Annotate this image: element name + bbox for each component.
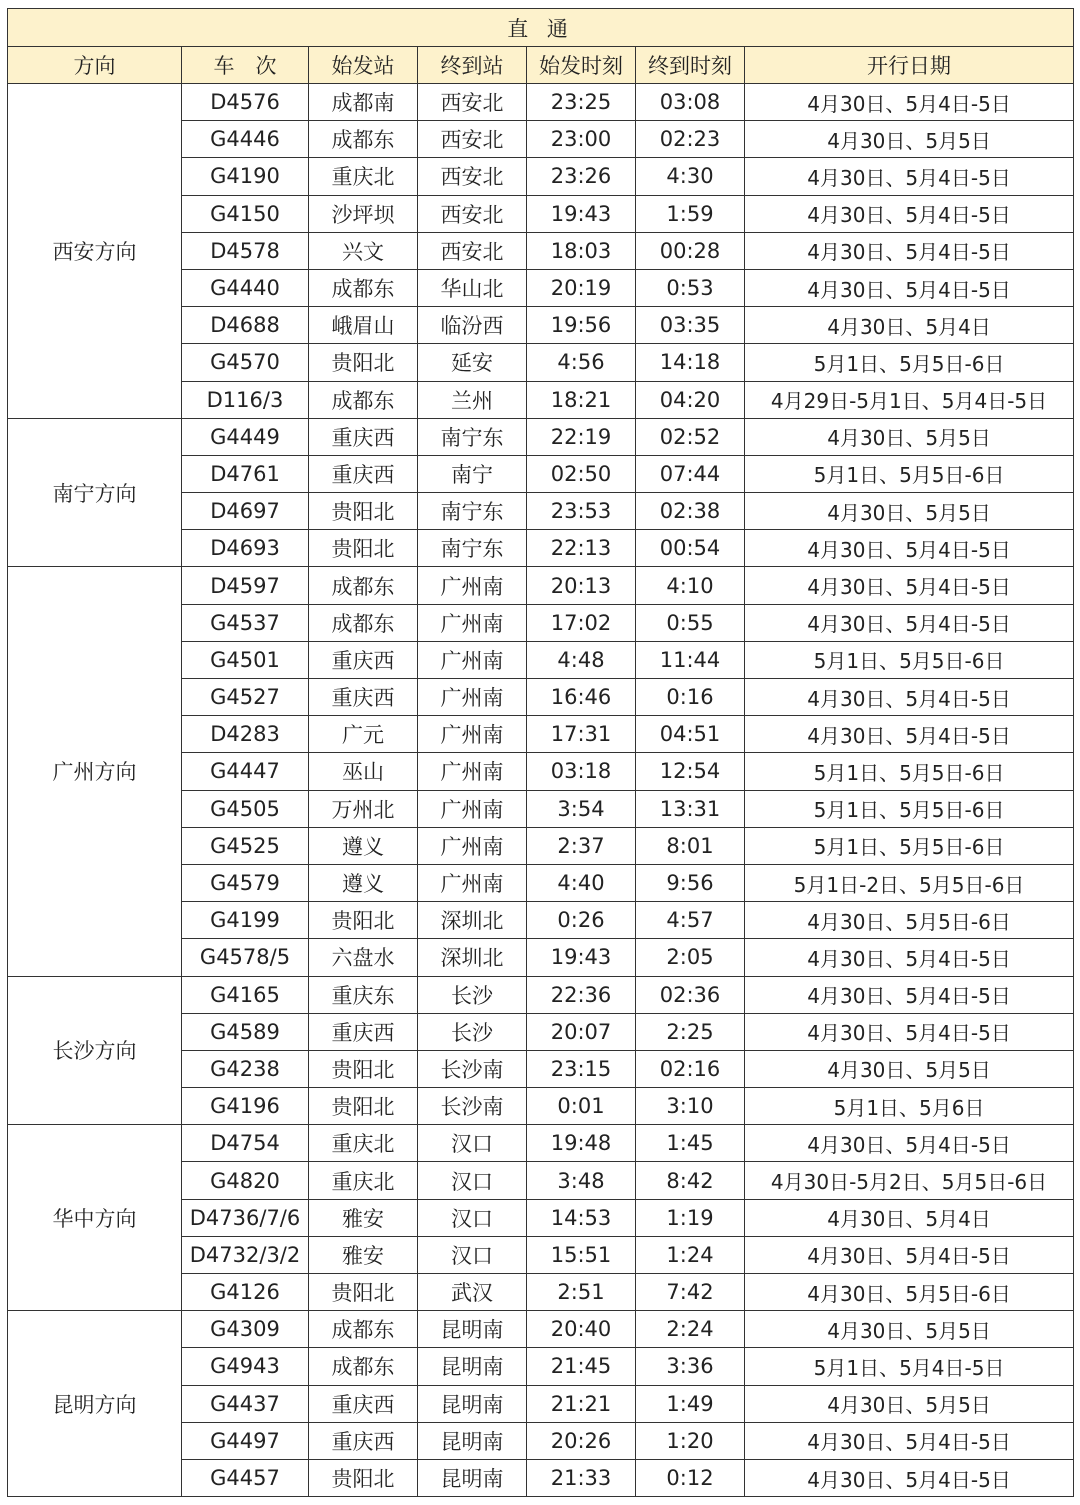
arrival-time-cell: 03:08 <box>636 84 745 121</box>
terminal-station-cell: 长沙南 <box>418 1088 527 1125</box>
departure-time-cell: 20:07 <box>527 1013 636 1050</box>
table-row <box>8 418 1074 455</box>
terminal-station-cell: 西安北 <box>418 195 527 232</box>
departure-time-cell: 22:36 <box>527 976 636 1013</box>
origin-station-cell: 贵阳北 <box>309 1050 418 1087</box>
departure-time-cell: 2:51 <box>527 1274 636 1311</box>
train-number-cell: G4505 <box>182 790 309 827</box>
train-number-cell: G4447 <box>182 753 309 790</box>
origin-station-cell: 贵阳北 <box>309 493 418 530</box>
origin-station-cell: 贵阳北 <box>309 1459 418 1496</box>
arrival-time-cell: 04:20 <box>636 381 745 418</box>
train-number-cell: D4576 <box>182 84 309 121</box>
operating-dates-cell: 4月30日、5月4日-5日 <box>745 679 1074 716</box>
operating-dates-cell: 5月1日、5月5日-6日 <box>745 344 1074 381</box>
table-title-row <box>8 9 1074 47</box>
arrival-time-cell: 7:42 <box>636 1274 745 1311</box>
terminal-station-cell: 汉口 <box>418 1236 527 1273</box>
operating-dates-cell: 4月30日、5月5日 <box>745 1050 1074 1087</box>
terminal-station-cell: 广州南 <box>418 679 527 716</box>
departure-time-cell: 3:54 <box>527 790 636 827</box>
operating-dates-cell: 4月30日、5月4日-5日 <box>745 1422 1074 1459</box>
arrival-time-cell: 14:18 <box>636 344 745 381</box>
origin-station-cell: 兴文 <box>309 232 418 269</box>
departure-time-cell: 0:01 <box>527 1088 636 1125</box>
arrival-time-cell: 02:36 <box>636 976 745 1013</box>
departure-time-cell: 18:03 <box>527 232 636 269</box>
departure-time-cell: 19:48 <box>527 1125 636 1162</box>
terminal-station-cell: 汉口 <box>418 1162 527 1199</box>
arrival-time-cell: 03:35 <box>636 307 745 344</box>
departure-time-cell: 17:02 <box>527 604 636 641</box>
arrival-time-cell: 07:44 <box>636 455 745 492</box>
departure-time-cell: 14:53 <box>527 1199 636 1236</box>
arrival-time-cell: 8:01 <box>636 827 745 864</box>
departure-time-cell: 23:53 <box>527 493 636 530</box>
train-number-cell: G4820 <box>182 1162 309 1199</box>
train-number-cell: G4570 <box>182 344 309 381</box>
origin-station-cell: 贵阳北 <box>309 1274 418 1311</box>
origin-station-cell: 遵义 <box>309 864 418 901</box>
operating-dates-cell: 4月30日、5月4日-5日 <box>745 1125 1074 1162</box>
operating-dates-cell: 4月30日、5月5日-6日 <box>745 1274 1074 1311</box>
arrival-time-cell: 4:10 <box>636 567 745 604</box>
train-number-cell: D4283 <box>182 716 309 753</box>
terminal-station-cell: 武汉 <box>418 1274 527 1311</box>
origin-station-cell: 成都东 <box>309 381 418 418</box>
train-number-cell: G4190 <box>182 158 309 195</box>
table-row <box>8 84 1074 121</box>
train-number-cell: G4589 <box>182 1013 309 1050</box>
train-number-cell: D4697 <box>182 493 309 530</box>
departure-time-cell: 0:26 <box>527 902 636 939</box>
header-arrival-time: 终到时刻 <box>636 47 745 84</box>
operating-dates-cell: 4月30日、5月4日-5日 <box>745 716 1074 753</box>
terminal-station-cell: 汉口 <box>418 1125 527 1162</box>
origin-station-cell: 成都南 <box>309 84 418 121</box>
origin-station-cell: 六盘水 <box>309 939 418 976</box>
operating-dates-cell: 4月30日、5月4日-5日 <box>745 1236 1074 1273</box>
departure-time-cell: 20:26 <box>527 1422 636 1459</box>
arrival-time-cell: 0:16 <box>636 679 745 716</box>
departure-time-cell: 2:37 <box>527 827 636 864</box>
arrival-time-cell: 0:12 <box>636 1459 745 1496</box>
origin-station-cell: 成都东 <box>309 1348 418 1385</box>
train-number-cell: G4537 <box>182 604 309 641</box>
operating-dates-cell: 4月30日、5月4日 <box>745 1199 1074 1236</box>
operating-dates-cell: 4月30日、5月4日-5日 <box>745 232 1074 269</box>
train-number-cell: G4309 <box>182 1311 309 1348</box>
train-number-cell: G4446 <box>182 121 309 158</box>
operating-dates-cell: 4月30日-5月2日、5月5日-6日 <box>745 1162 1074 1199</box>
origin-station-cell: 万州北 <box>309 790 418 827</box>
terminal-station-cell: 南宁 <box>418 455 527 492</box>
operating-dates-cell: 5月1日-2日、5月5日-6日 <box>745 864 1074 901</box>
arrival-time-cell: 4:57 <box>636 902 745 939</box>
origin-station-cell: 重庆东 <box>309 976 418 1013</box>
train-number-cell: D4761 <box>182 455 309 492</box>
arrival-time-cell: 02:16 <box>636 1050 745 1087</box>
arrival-time-cell: 11:44 <box>636 641 745 678</box>
train-number-cell: G4497 <box>182 1422 309 1459</box>
train-number-cell: G4196 <box>182 1088 309 1125</box>
terminal-station-cell: 广州南 <box>418 790 527 827</box>
departure-time-cell: 21:45 <box>527 1348 636 1385</box>
arrival-time-cell: 9:56 <box>636 864 745 901</box>
train-number-cell: D4688 <box>182 307 309 344</box>
terminal-station-cell: 昆明南 <box>418 1385 527 1422</box>
arrival-time-cell: 1:24 <box>636 1236 745 1273</box>
table-row <box>8 567 1074 604</box>
train-number-cell: G4457 <box>182 1459 309 1496</box>
header-origin-station: 始发站 <box>309 47 418 84</box>
departure-time-cell: 23:00 <box>527 121 636 158</box>
arrival-time-cell: 02:23 <box>636 121 745 158</box>
table-body <box>8 84 1074 1497</box>
departure-time-cell: 22:13 <box>527 530 636 567</box>
terminal-station-cell: 西安北 <box>418 84 527 121</box>
arrival-time-cell: 1:20 <box>636 1422 745 1459</box>
arrival-time-cell: 1:45 <box>636 1125 745 1162</box>
terminal-station-cell: 广州南 <box>418 641 527 678</box>
origin-station-cell: 重庆北 <box>309 158 418 195</box>
terminal-station-cell: 广州南 <box>418 753 527 790</box>
departure-time-cell: 03:18 <box>527 753 636 790</box>
operating-dates-cell: 4月30日、5月5日 <box>745 418 1074 455</box>
operating-dates-cell: 4月30日、5月4日-5日 <box>745 1459 1074 1496</box>
departure-time-cell: 19:43 <box>527 195 636 232</box>
departure-time-cell: 3:48 <box>527 1162 636 1199</box>
table-row <box>8 1125 1074 1162</box>
departure-time-cell: 17:31 <box>527 716 636 753</box>
origin-station-cell: 成都东 <box>309 567 418 604</box>
direction-cell: 长沙方向 <box>8 976 182 1125</box>
operating-dates-cell: 4月30日、5月4日-5日 <box>745 195 1074 232</box>
terminal-station-cell: 广州南 <box>418 864 527 901</box>
operating-dates-cell: 4月30日、5月4日-5日 <box>745 530 1074 567</box>
departure-time-cell: 23:15 <box>527 1050 636 1087</box>
train-number-cell: G4150 <box>182 195 309 232</box>
origin-station-cell: 贵阳北 <box>309 530 418 567</box>
departure-time-cell: 20:40 <box>527 1311 636 1348</box>
arrival-time-cell: 2:05 <box>636 939 745 976</box>
origin-station-cell: 重庆西 <box>309 1013 418 1050</box>
origin-station-cell: 成都东 <box>309 269 418 306</box>
departure-time-cell: 16:46 <box>527 679 636 716</box>
departure-time-cell: 21:21 <box>527 1385 636 1422</box>
terminal-station-cell: 长沙南 <box>418 1050 527 1087</box>
direction-cell: 广州方向 <box>8 567 182 976</box>
terminal-station-cell: 延安 <box>418 344 527 381</box>
train-number-cell: D4754 <box>182 1125 309 1162</box>
operating-dates-cell: 5月1日、5月5日-6日 <box>745 641 1074 678</box>
origin-station-cell: 重庆北 <box>309 1162 418 1199</box>
terminal-station-cell: 兰州 <box>418 381 527 418</box>
table-title: 直 通 <box>8 9 1074 47</box>
arrival-time-cell: 12:54 <box>636 753 745 790</box>
schedule-container <box>7 8 1073 1497</box>
train-number-cell: G4501 <box>182 641 309 678</box>
operating-dates-cell: 4月30日、5月4日-5日 <box>745 939 1074 976</box>
origin-station-cell: 重庆北 <box>309 1125 418 1162</box>
header-terminal-station: 终到站 <box>418 47 527 84</box>
train-number-cell: G4579 <box>182 864 309 901</box>
operating-dates-cell: 5月1日、5月4日-5日 <box>745 1348 1074 1385</box>
origin-station-cell: 峨眉山 <box>309 307 418 344</box>
origin-station-cell: 成都东 <box>309 121 418 158</box>
arrival-time-cell: 0:55 <box>636 604 745 641</box>
operating-dates-cell: 5月1日、5月6日 <box>745 1088 1074 1125</box>
train-number-cell: G4440 <box>182 269 309 306</box>
terminal-station-cell: 西安北 <box>418 232 527 269</box>
terminal-station-cell: 西安北 <box>418 158 527 195</box>
terminal-station-cell: 临汾西 <box>418 307 527 344</box>
operating-dates-cell: 5月1日、5月5日-6日 <box>745 790 1074 827</box>
terminal-station-cell: 昆明南 <box>418 1348 527 1385</box>
arrival-time-cell: 1:19 <box>636 1199 745 1236</box>
train-number-cell: G4199 <box>182 902 309 939</box>
train-number-cell: G4527 <box>182 679 309 716</box>
terminal-station-cell: 昆明南 <box>418 1311 527 1348</box>
train-number-cell: G4525 <box>182 827 309 864</box>
operating-dates-cell: 4月30日、5月4日-5日 <box>745 269 1074 306</box>
operating-dates-cell: 4月30日、5月5日 <box>745 121 1074 158</box>
direction-cell: 昆明方向 <box>8 1311 182 1497</box>
origin-station-cell: 贵阳北 <box>309 1088 418 1125</box>
terminal-station-cell: 南宁东 <box>418 530 527 567</box>
train-number-cell: D4732/3/2 <box>182 1236 309 1273</box>
direction-cell: 华中方向 <box>8 1125 182 1311</box>
operating-dates-cell: 4月30日、5月5日 <box>745 1311 1074 1348</box>
arrival-time-cell: 1:59 <box>636 195 745 232</box>
origin-station-cell: 雅安 <box>309 1199 418 1236</box>
departure-time-cell: 19:43 <box>527 939 636 976</box>
arrival-time-cell: 0:53 <box>636 269 745 306</box>
origin-station-cell: 成都东 <box>309 604 418 641</box>
table-header-row <box>8 47 1074 84</box>
terminal-station-cell: 南宁东 <box>418 418 527 455</box>
direction-cell: 南宁方向 <box>8 418 182 567</box>
operating-dates-cell: 4月30日、5月4日-5日 <box>745 976 1074 1013</box>
train-number-cell: G4126 <box>182 1274 309 1311</box>
arrival-time-cell: 00:54 <box>636 530 745 567</box>
terminal-station-cell: 广州南 <box>418 567 527 604</box>
terminal-station-cell: 长沙 <box>418 976 527 1013</box>
terminal-station-cell: 广州南 <box>418 604 527 641</box>
arrival-time-cell: 3:10 <box>636 1088 745 1125</box>
terminal-station-cell: 昆明南 <box>418 1422 527 1459</box>
header-operating-dates: 开行日期 <box>745 47 1074 84</box>
operating-dates-cell: 4月29日-5月1日、5月4日-5日 <box>745 381 1074 418</box>
arrival-time-cell: 13:31 <box>636 790 745 827</box>
departure-time-cell: 15:51 <box>527 1236 636 1273</box>
table-row <box>8 976 1074 1013</box>
header-direction: 方向 <box>8 47 182 84</box>
train-number-cell: G4165 <box>182 976 309 1013</box>
terminal-station-cell: 广州南 <box>418 827 527 864</box>
arrival-time-cell: 02:52 <box>636 418 745 455</box>
operating-dates-cell: 4月30日、5月4日 <box>745 307 1074 344</box>
train-number-cell: D116/3 <box>182 381 309 418</box>
arrival-time-cell: 2:25 <box>636 1013 745 1050</box>
arrival-time-cell: 00:28 <box>636 232 745 269</box>
operating-dates-cell: 4月30日、5月4日-5日 <box>745 1013 1074 1050</box>
origin-station-cell: 重庆西 <box>309 641 418 678</box>
train-number-cell: D4597 <box>182 567 309 604</box>
origin-station-cell: 遵义 <box>309 827 418 864</box>
direction-cell: 西安方向 <box>8 84 182 419</box>
operating-dates-cell: 4月30日、5月4日-5日 <box>745 604 1074 641</box>
operating-dates-cell: 4月30日、5月4日-5日 <box>745 158 1074 195</box>
departure-time-cell: 02:50 <box>527 455 636 492</box>
origin-station-cell: 重庆西 <box>309 679 418 716</box>
train-number-cell: G4238 <box>182 1050 309 1087</box>
departure-time-cell: 4:56 <box>527 344 636 381</box>
train-number-cell: D4578 <box>182 232 309 269</box>
header-departure-time: 始发时刻 <box>527 47 636 84</box>
arrival-time-cell: 4:30 <box>636 158 745 195</box>
arrival-time-cell: 02:38 <box>636 493 745 530</box>
departure-time-cell: 23:26 <box>527 158 636 195</box>
origin-station-cell: 重庆西 <box>309 455 418 492</box>
origin-station-cell: 贵阳北 <box>309 902 418 939</box>
arrival-time-cell: 1:49 <box>636 1385 745 1422</box>
operating-dates-cell: 4月30日、5月5日-6日 <box>745 902 1074 939</box>
train-schedule-table <box>7 8 1074 1497</box>
origin-station-cell: 重庆西 <box>309 418 418 455</box>
arrival-time-cell: 2:24 <box>636 1311 745 1348</box>
train-number-cell: D4693 <box>182 530 309 567</box>
train-number-cell: G4449 <box>182 418 309 455</box>
operating-dates-cell: 4月30日、5月4日-5日 <box>745 84 1074 121</box>
terminal-station-cell: 汉口 <box>418 1199 527 1236</box>
origin-station-cell: 重庆西 <box>309 1422 418 1459</box>
terminal-station-cell: 长沙 <box>418 1013 527 1050</box>
operating-dates-cell: 4月30日、5月4日-5日 <box>745 567 1074 604</box>
origin-station-cell: 贵阳北 <box>309 344 418 381</box>
origin-station-cell: 重庆西 <box>309 1385 418 1422</box>
origin-station-cell: 广元 <box>309 716 418 753</box>
arrival-time-cell: 8:42 <box>636 1162 745 1199</box>
departure-time-cell: 23:25 <box>527 84 636 121</box>
origin-station-cell: 成都东 <box>309 1311 418 1348</box>
origin-station-cell: 雅安 <box>309 1236 418 1273</box>
table-row <box>8 1311 1074 1348</box>
departure-time-cell: 20:13 <box>527 567 636 604</box>
train-number-cell: D4736/7/6 <box>182 1199 309 1236</box>
operating-dates-cell: 5月1日、5月5日-6日 <box>745 827 1074 864</box>
train-number-cell: G4437 <box>182 1385 309 1422</box>
terminal-station-cell: 华山北 <box>418 269 527 306</box>
terminal-station-cell: 广州南 <box>418 716 527 753</box>
header-train-number: 车 次 <box>182 47 309 84</box>
arrival-time-cell: 3:36 <box>636 1348 745 1385</box>
operating-dates-cell: 4月30日、5月5日 <box>745 1385 1074 1422</box>
train-number-cell: G4578/5 <box>182 939 309 976</box>
departure-time-cell: 22:19 <box>527 418 636 455</box>
departure-time-cell: 21:33 <box>527 1459 636 1496</box>
departure-time-cell: 20:19 <box>527 269 636 306</box>
operating-dates-cell: 5月1日、5月5日-6日 <box>745 455 1074 492</box>
terminal-station-cell: 深圳北 <box>418 902 527 939</box>
origin-station-cell: 沙坪坝 <box>309 195 418 232</box>
train-number-cell: G4943 <box>182 1348 309 1385</box>
terminal-station-cell: 昆明南 <box>418 1459 527 1496</box>
terminal-station-cell: 南宁东 <box>418 493 527 530</box>
departure-time-cell: 4:48 <box>527 641 636 678</box>
terminal-station-cell: 西安北 <box>418 121 527 158</box>
operating-dates-cell: 5月1日、5月5日-6日 <box>745 753 1074 790</box>
terminal-station-cell: 深圳北 <box>418 939 527 976</box>
arrival-time-cell: 04:51 <box>636 716 745 753</box>
departure-time-cell: 18:21 <box>527 381 636 418</box>
operating-dates-cell: 4月30日、5月5日 <box>745 493 1074 530</box>
departure-time-cell: 4:40 <box>527 864 636 901</box>
departure-time-cell: 19:56 <box>527 307 636 344</box>
origin-station-cell: 巫山 <box>309 753 418 790</box>
